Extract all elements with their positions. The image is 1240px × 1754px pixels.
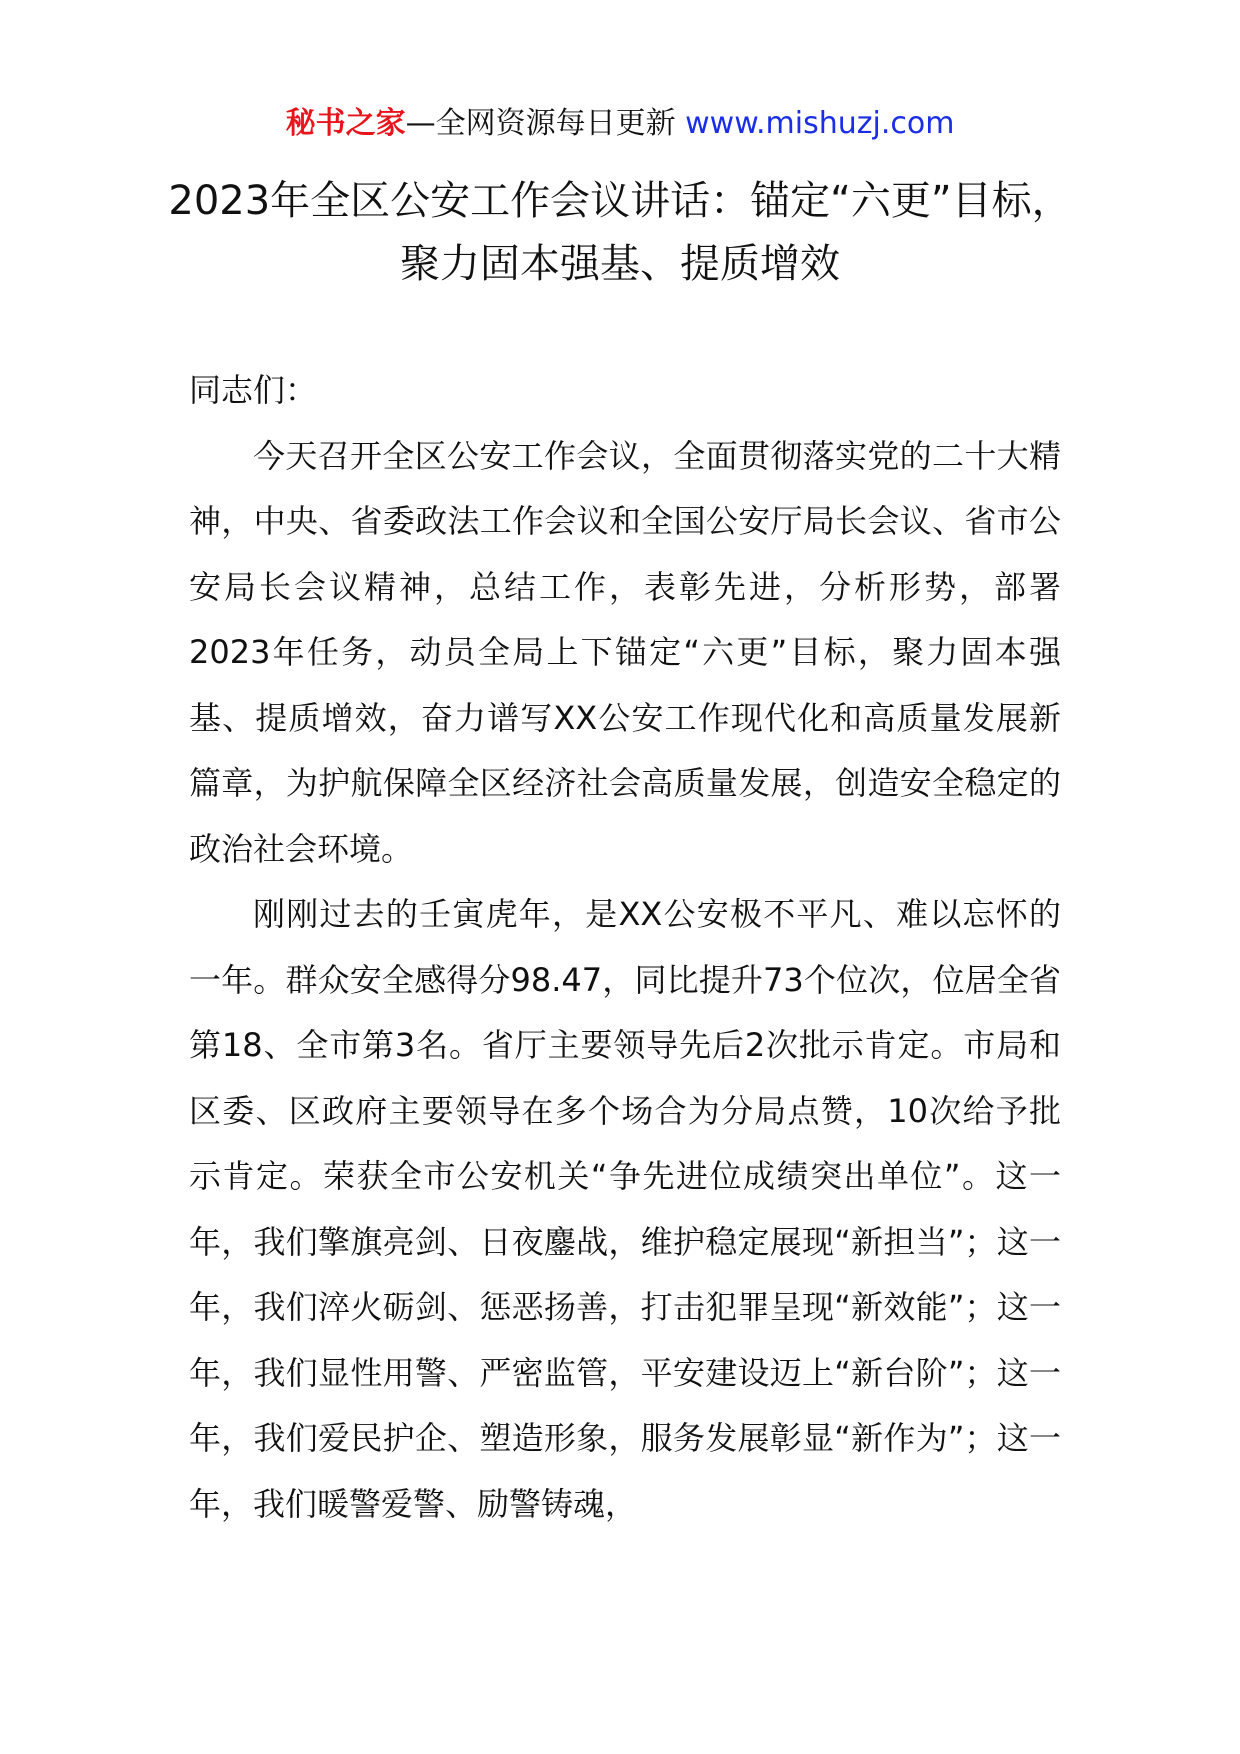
brand-name: 秘书之家 — [285, 106, 406, 141]
paragraph-intro: 今天召开全区公安工作会议，全面贯彻落实党的二十大精神，中央、省委政法工作会议和全国公安厅局长会议、省市公安局长会议精神，总结工作，表彰先进，分析形势，部署2023年任务，动员全局上下锚定“六更”目标，聚力固本强基、提质增效，奋力谱写XX公安工作现代化和高质量发展新篇章，为护航保障全区经济社会高质量发展，创造安全稳定的政治社会环境。 — [189, 436, 1061, 868]
site-url-link[interactable]: www.mishuzj.com — [685, 106, 955, 141]
document-title: 2023年全区公安工作会议讲话：锚定“六更”目标，聚力固本强基、提质增效 — [168, 178, 1072, 287]
page-header — [0, 102, 1240, 146]
salutation: 同志们： — [189, 371, 318, 409]
paragraph-review: 刚刚过去的壬寅虎年，是XX公安极不平凡、难以忘怀的一年。群众安全感得分98.47，同比提升73个位次，位居全省第18、全市第3名。省厅主要领导先后2次批示肯定。市局和区委、区政府主要领导在多个场合为分局点赞，10次给予批示肯定。荣获全市公安机关“争先进位成绩突出单位”。这一年，我们擎旗亮剑、日夜鏖战，维护稳定展现“新担当”；这一年，我们淬火砺剑、惩恶扬善，打击犯罪呈现“新效能”；这一年，我们显性用警、严密监管，平安建设迈上“新台阶”；这一年，我们爱民护企、塑造形象，服务发展彰显“新作为”；这一年，我们暖警爱警、励警铸魂， — [189, 895, 1061, 1523]
header-tagline: —全网资源每日更新 — [405, 106, 686, 141]
document-body — [189, 358, 1061, 1537]
